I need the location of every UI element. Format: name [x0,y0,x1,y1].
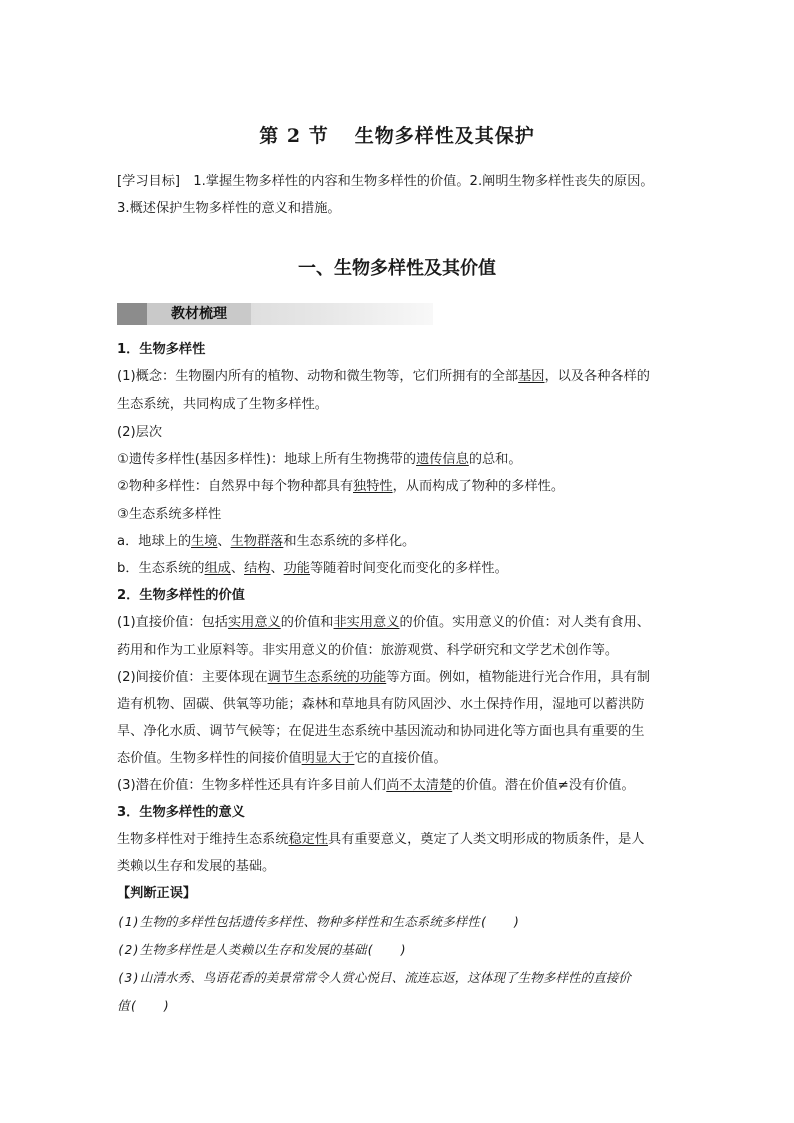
potential-value: (3)潜在价值：生物多样性还具有许多目前人们尚不太清楚的价值。潜在价值≠没有价值。 [117,778,635,793]
indirect-value-line-4: 态价值。生物多样性的间接价值明显大于它的直接价值。 [117,751,447,766]
judge-question-2: (2)生物多样性是人类赖以生存和发展的基础( ) [117,942,407,957]
indirect-value-line-3: 旱、净化水质、调节气候等；在促进生态系统中基因流动和协同进化等方面也具有重要的生 [117,724,645,739]
page-title [0,121,794,148]
judge-heading: 【判断正误】 [117,886,197,901]
direct-value-line-1: (1)直接价值：包括实用意义的价值和非实用意义的价值。实用意义的价值：对人类有食用、 [117,615,650,630]
heading-biodiversity: 1．生物多样性 [117,342,206,357]
heading-value: 2．生物多样性的价值 [117,588,245,603]
judge-question-1: (1)生物的多样性包括遗传多样性、物种多样性和生态系统多样性( ) [117,914,521,929]
ecosystem-item-a: a．地球上的生境、生物群落和生态系统的多样化。 [117,534,416,549]
judge-question-3-line-2: 值( ) [117,998,170,1013]
judge-question-3-line-1: (3)山清水秀、鸟语花香的美景常常令人赏心悦目、流连忘返，这体现了生物多样性的直接价 [117,970,631,985]
concept-line-1: (1)概念：生物圈内所有的植物、动物和微生物等，它们所拥有的全部基因，以及各种各样的 [117,369,650,384]
significance-line-2: 类赖以生存和发展的基础。 [117,859,276,874]
section-heading: 一、生物多样性及其价值 [298,258,496,279]
textbook-review-banner [117,303,433,325]
indirect-value-line-2: 造有机物、固碳、供氧等功能；森林和草地具有防风固沙、水土保持作用，湿地可以蓄洪防 [117,697,645,712]
concept-line-2: 生态系统，共同构成了生物多样性。 [117,397,328,412]
learning-goals-line-1: [学习目标] 1.掌握生物多样性的内容和生物多样性的价值。2.阐明生物多样性丧失的原因。 [117,174,654,189]
learning-goals-line-2: 3.概述保护生物多样性的意义和措施。 [117,201,341,216]
section-name: 生物多样性及其保护 [354,125,535,147]
section-number: 第 2 节 [259,125,329,147]
banner-label: 教材梳理 [147,303,251,325]
levels-heading: (2)层次 [117,425,163,440]
indirect-value-line-1: (2)间接价值：主要体现在调节生态系统的功能等方面。例如，植物能进行光合作用，具有制 [117,670,650,685]
genetic-diversity: ①遗传多样性(基因多样性)：地球上所有生物携带的遗传信息的总和。 [117,452,522,467]
direct-value-line-2: 药用和作为工业原料等。非实用意义的价值：旅游观赏、科学研究和文学艺术创作等。 [117,643,619,658]
ecosystem-item-b: b．生态系统的组成、结构、功能等随着时间变化而变化的多样性。 [117,561,508,576]
ecosystem-diversity: ③生态系统多样性 [117,507,222,522]
species-diversity: ②物种多样性：自然界中每个物种都具有独特性，从而构成了物种的多样性。 [117,479,565,494]
significance-line-1: 生物多样性对于维持生态系统稳定性具有重要意义，奠定了人类文明形成的物质条件，是人 [117,832,645,847]
heading-significance: 3．生物多样性的意义 [117,805,245,820]
